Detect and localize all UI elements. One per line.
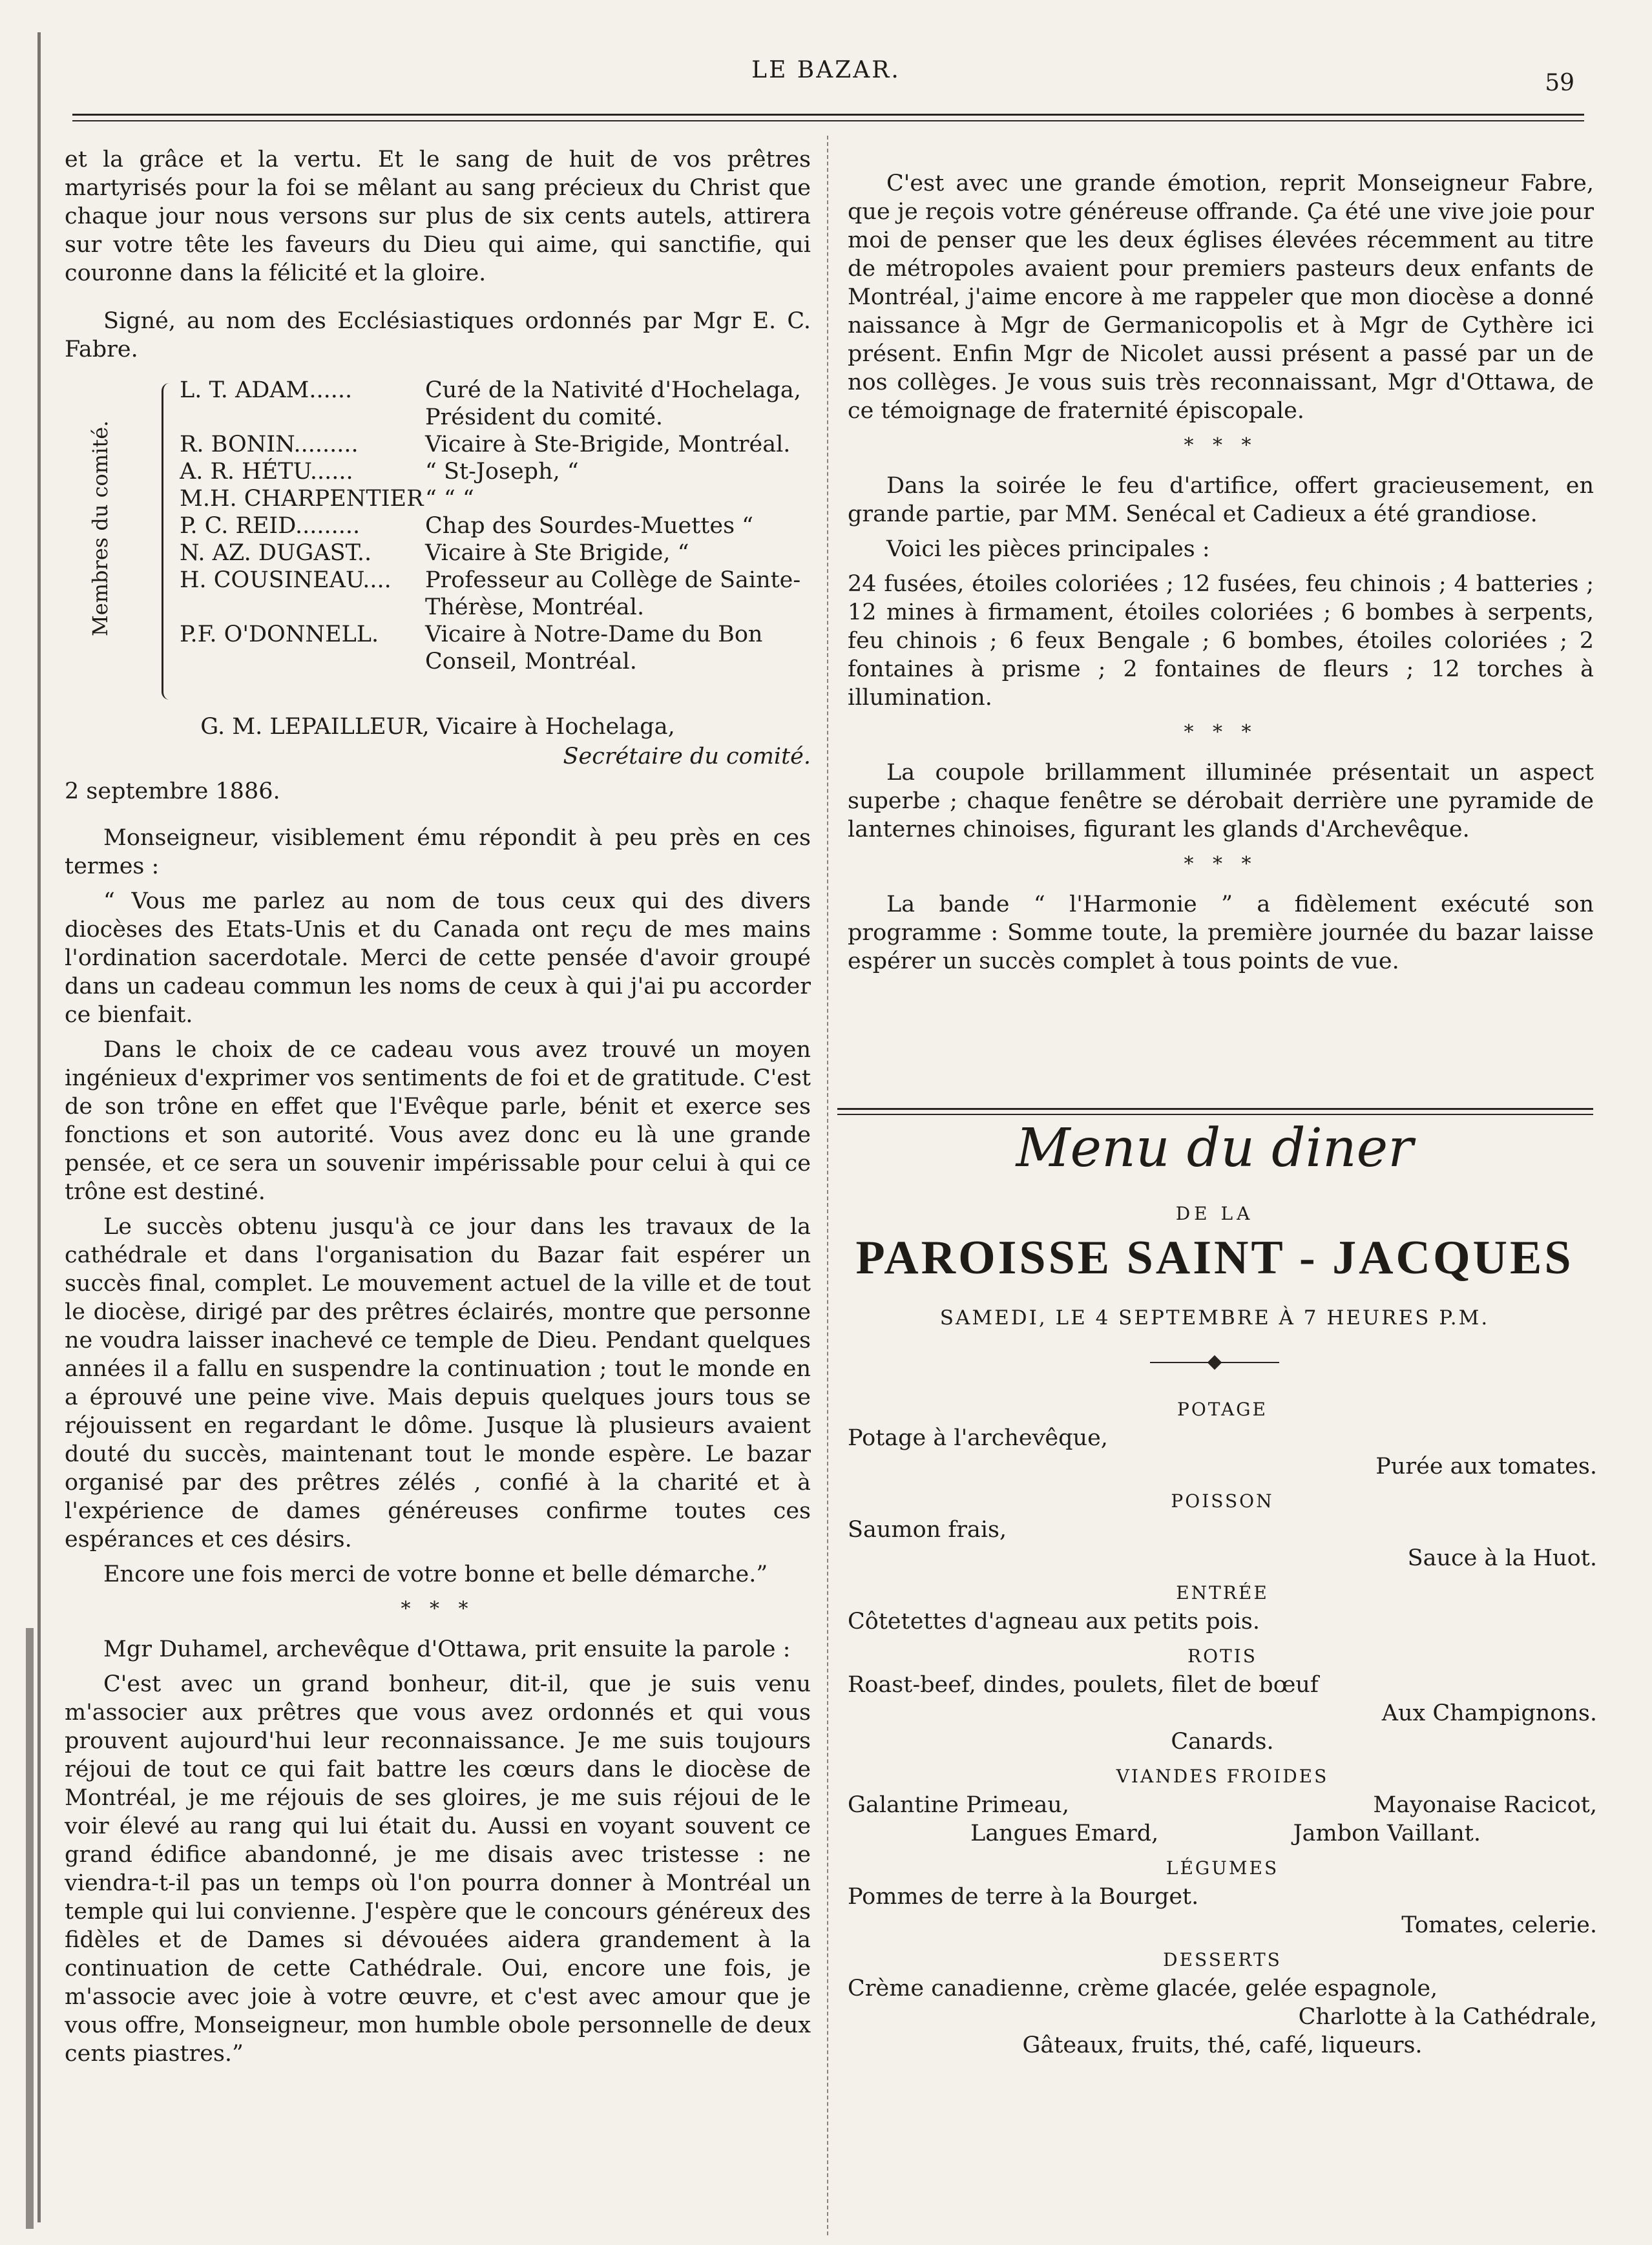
menu-item-row <box>848 1791 1597 1819</box>
paragraph: C'est avec une grande émotion, reprit Monseigneur Fabre, que je reçois votre généreuse offrande. Ça été une vive joie pour moi de penser que les deux églises élevées récemment au titre de métropoles avaient pour premiers pasteurs deux enfants de Montréal, j'aime encore à me rappeler que mon diocèse a donné naissance à Mgr de Germanicopolis et à Mgr de Cythère ici présent. Enfin Mgr de Nicolet aussi présent a passé par un de nos collèges. Je vous suis très reconnaissant, Mgr d'Ottawa, de ce témoignage de fraternité épiscopale. <box>848 171 1594 424</box>
menu-item: Roast-beef, dindes, poulets, filet de bœuf <box>848 1672 1319 1698</box>
committee-member: A. R. HÉTU...... “ St-Joseph, “ <box>180 459 579 485</box>
menu-title: Menu du diner <box>1016 1118 1414 1179</box>
paragraph: Signé, au nom des Ecclésiastiques ordonnés par Mgr E. C. Fabre. <box>65 308 811 362</box>
menu-date: SAMEDI, LE 4 SEPTEMBRE À 7 HEURES P.M. <box>939 1306 1490 1330</box>
menu-section-heading: LÉGUMES <box>1166 1857 1279 1879</box>
committee-member: P.F. O'DONNELL. Vicaire à Notre-Dame du Bon Conseil, Montréal. <box>180 621 763 674</box>
ornament-divider <box>1150 1362 1279 1363</box>
menu-item: Canards. <box>1171 1729 1274 1755</box>
menu-item: Sauce à la Huot. <box>1407 1545 1597 1571</box>
menu-subtitle: DE LA <box>1175 1203 1254 1224</box>
menu-item-row <box>848 1819 1597 1848</box>
menu-section-heading: DESSERTS <box>1163 1949 1282 1970</box>
menu-item: Gâteaux, fruits, thé, café, liqueurs. <box>1022 2032 1423 2058</box>
committee-member: H. COUSINEAU.... Professeur au Collège de Sainte-Thérèse, Montréal. <box>180 567 801 620</box>
committee-member: L. T. ADAM...... Curé de la Nativité d'Hochelaga, Président du comité. <box>180 377 801 430</box>
menu-item: Côtetettes d'agneau aux petits pois. <box>848 1609 1260 1634</box>
section-stars: * * * <box>1184 434 1258 457</box>
menu-section-heading: VIANDES FROIDES <box>1116 1766 1329 1787</box>
header-rule <box>72 114 1584 116</box>
menu-item: Jambon Vaillant. <box>1293 1821 1481 1846</box>
paragraph: La coupole brillamment illuminée présentait un aspect superbe ; chaque fenêtre se dérobait derrière une pyramide de lanternes chinoises, figurant les glands d'Archevêque. <box>848 760 1594 842</box>
paragraph: C'est avec un grand bonheur, dit-il, que je suis venu m'associer aux prêtres que vous avez ordonnés et qui vous prouvent aujourd'hui leur reconnaissance. Je me suis toujours réjoui de tout ce qui fait battre les cœurs dans le diocèse de Montréal, je me réjouis de ses gloires, je me suis réjoui de le voir élevé au rang qui lui était du. Aussi en voyant souvent ce grand édifice abandonné, je me disais avec tristesse : ne viendra-t-il pas un temps où l'on pourra donner à Montréal un temple qui lui convienne. J'espère que le concours généreux des fidèles et de Dames si dévouées aidera grandement à la continuation de cette Cathédrale. Oui, encore une fois, je m'associe avec joie à votre œuvre, et c'est avec amour que je vous offre, Monseigneur, mon humble obole personnelle de deux cents piastres.” <box>65 1671 811 2067</box>
page-edge-mark <box>26 1628 34 2229</box>
date-line: 2 septembre 1886. <box>65 778 280 804</box>
menu-section-heading: ROTIS <box>1187 1645 1257 1667</box>
paragraph: Monseigneur, visiblement ému répondit à peu près en ces termes : <box>65 825 811 879</box>
brace <box>162 383 174 700</box>
committee-member: N. AZ. DUGAST.. Vicaire à Ste Brigide, “ <box>180 540 689 566</box>
header-rule <box>72 120 1584 121</box>
page-number: 59 <box>1545 70 1574 96</box>
menu-section-heading: POTAGE <box>1177 1399 1268 1420</box>
running-head: LE BAZAR. <box>751 57 901 83</box>
paragraph: Dans le choix de ce cadeau vous avez trouvé un moyen ingénieux d'exprimer vos sentiments de foi et de gratitude. C'est de son trône en effet que l'Evêque parle, bénit et exerce ses fonctions et son autorité. Vous avez donc eu là une grande pensée, et ce sera un souvenir impérissable pour celui à qui ce trône est destiné. <box>65 1037 811 1205</box>
menu-item: Crème canadienne, crème glacée, gelée espagnole, <box>848 1976 1438 2001</box>
menu-item: Tomates, celerie. <box>1401 1912 1597 1938</box>
section-stars: * * * <box>401 1598 475 1620</box>
menu-item: Langues Emard, <box>970 1821 1159 1846</box>
section-stars: * * * <box>1184 721 1258 744</box>
paragraph: “ Vous me parlez au nom de tous ceux qui des divers diocèses des Etats-Unis et du Canada ont reçu de mes mains l'ordination sacerdotale. Merci de cette pensée d'avoir groupé dans un cadeau commun les noms de ceux à qui j'ai pu accorder ce bienfait. <box>65 888 811 1028</box>
paragraph: et la grâce et la vertu. Et le sang de huit de vos prêtres martyrisés pour la foi se mêlant au sang précieux du Christ que chaque jour nous versons sur plus de six cents autels, attirera sur votre tête les faveurs du Dieu qui aime, qui sanctifie, qui couronne dans la félicité et la gloire. <box>65 147 811 286</box>
committee-member: R. BONIN......... Vicaire à Ste-Brigide, Montréal. <box>180 432 791 457</box>
menu-parish: PAROISSE SAINT - JACQUES <box>855 1231 1574 1284</box>
committee-list <box>180 377 819 675</box>
menu-rule <box>837 1114 1593 1115</box>
paragraph: Le succès obtenu jusqu'à ce jour dans les travaux de la cathédrale et dans l'organisation du Bazar fait espérer un succès final, complet. Le mouvement actuel de la ville et de tout le diocèse, dirigé par des prêtres éclairés, montre que personne ne voudra laisser inachevé ce temple de Dieu. Pendant quelques années il a fallu en suspendre la continuation ; tout le monde en a éprouvé une peine vive. Mais depuis quelques jours tous se réjouissent en regardant le dôme. Jusque là plusieurs avaient douté du succès, maintenant tout le monde espère. Le bazar organisé par des prêtres zélés , confié à la charité et à l'expérience de dames généreuses confirme toutes ces espérances et ces désirs. <box>65 1214 811 1552</box>
paragraph: Encore une fois merci de votre bonne et belle démarche.” <box>103 1561 768 1587</box>
section-stars: * * * <box>1184 853 1258 875</box>
menu-item: Aux Champignons. <box>1381 1700 1597 1726</box>
menu-item: Saumon frais, <box>848 1517 1007 1543</box>
right-column <box>848 169 1594 982</box>
secretary-title: Secrétaire du comité. <box>563 744 811 769</box>
committee-signatures <box>65 370 811 713</box>
menu-section-heading: ENTRÉE <box>1176 1582 1269 1603</box>
menu-rule <box>837 1108 1593 1110</box>
paragraph: Mgr Duhamel, archevêque d'Ottawa, prit ensuite la parole : <box>103 1636 791 1662</box>
committee-label: Membres du comité. <box>88 420 112 636</box>
menu-item: Pommes de terre à la Bourget. <box>848 1884 1199 1910</box>
paragraph: La bande “ l'Harmonie ” a fidèlement exécuté son programme : Somme toute, la première journée du bazar laisse espérer un succès complet à tous points de vue. <box>848 892 1594 974</box>
left-column <box>65 145 811 2074</box>
menu-item: Galantine Primeau, <box>848 1792 1069 1818</box>
committee-member: M.H. CHARPENTIER “ “ “ <box>180 486 474 512</box>
page-edge-mark <box>37 32 41 2222</box>
column-separator <box>827 136 828 2235</box>
menu-item: Purée aux tomates. <box>1375 1454 1597 1479</box>
paragraph: Dans la soirée le feu d'artifice, offert gracieusement, en grande partie, par MM. Senécal et Cadieux a été grandiose. <box>848 473 1594 527</box>
committee-member: P. C. REID......... Chap des Sourdes-Muettes “ <box>180 513 754 539</box>
menu-body <box>848 1389 1597 2060</box>
menu-section-heading: POISSON <box>1171 1490 1274 1512</box>
paragraph: 24 fusées, étoiles coloriées ; 12 fusées, feu chinois ; 4 batteries ; 12 mines à firmament, étoiles coloriées ; 6 bombes à serpents, feu chinois ; 6 feux Bengale ; 6 bombes, étoiles coloriées ; 2 fontaines à prisme ; 2 fontaines de fleurs ; 12 torches à illumination. <box>848 571 1594 711</box>
menu-item: Charlotte à la Cathédrale, <box>1298 2004 1597 2030</box>
paragraph: Voici les pièces principales : <box>886 536 1210 562</box>
menu-item: Mayonaise Racicot, <box>1373 1792 1597 1818</box>
secretary-line: G. M. LEPAILLEUR, Vicaire à Hochelaga, <box>200 714 675 740</box>
menu-item: Potage à l'archevêque, <box>848 1425 1108 1451</box>
